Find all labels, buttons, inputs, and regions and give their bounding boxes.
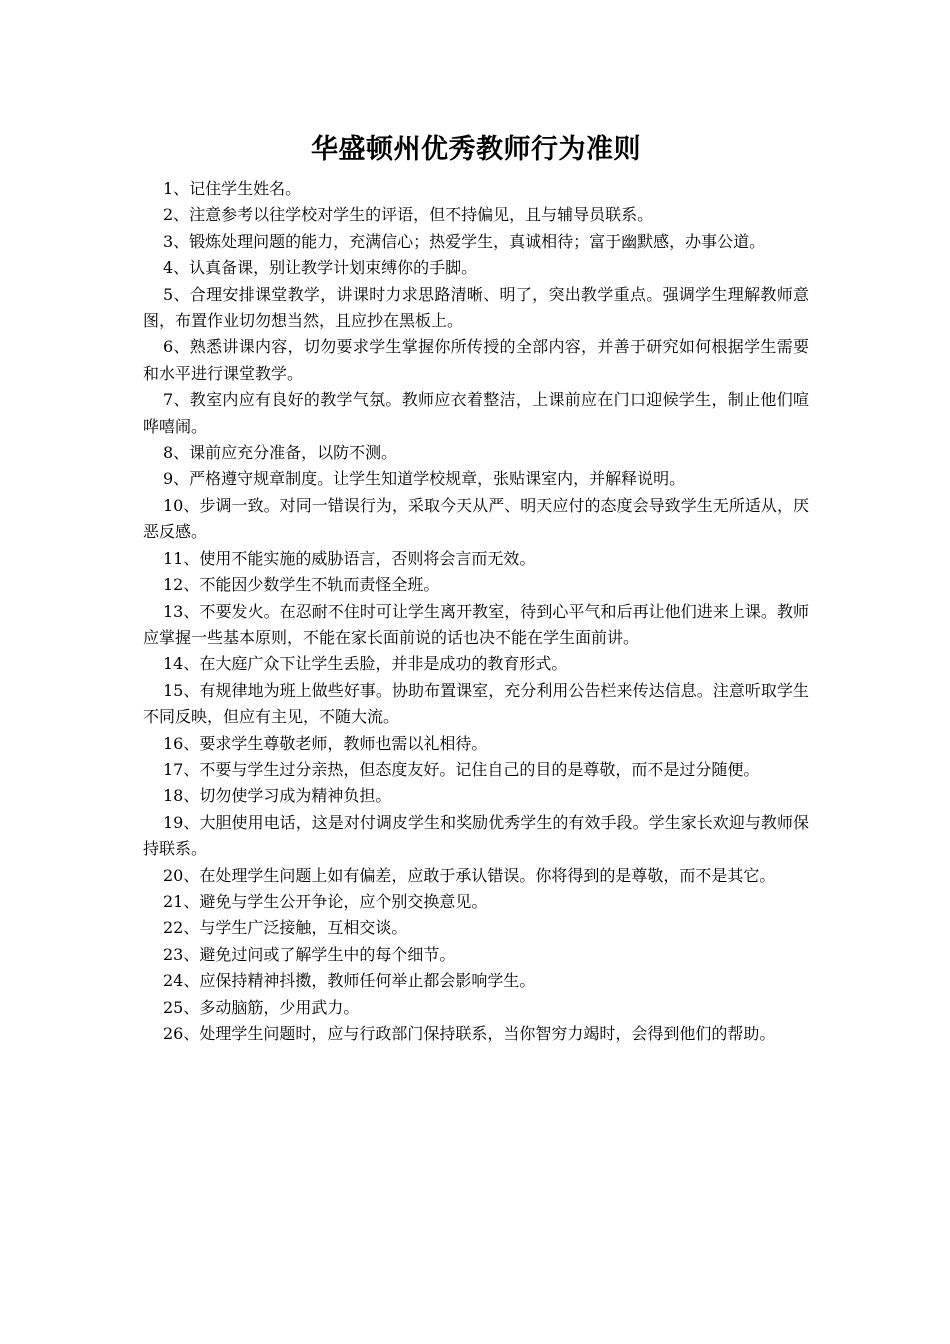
rule-item: 17、不要与学生过分亲热，但态度友好。记住自己的目的是尊敬，而不是过分随便。 (163, 759, 760, 779)
rule-item: 25、多动脑筋，少用武力。 (163, 997, 360, 1017)
rule-item: 13、不要发火。在忍耐不住时可让学生离开教室，待到心平气和后再让他们进来上课。教师应掌握一些基本原则，不能在家长面前说的话也决不能在学生面前讲。 (143, 601, 809, 647)
rule-item: 6、熟悉讲课内容，切勿要求学生掌握你所传授的全部内容，并善于研究如何根据学生需要和水平进行课堂教学。 (143, 337, 809, 383)
rule-item: 7、教室内应有良好的教学气氛。教师应衣着整洁，上课前应在门口迎候学生，制止他们喧哗嘻闹。 (143, 390, 809, 436)
rule-item: 15、有规律地为班上做些好事。协助布置课室，充分利用公告栏来传达信息。注意听取学生不同反映，但应有主见，不随大流。 (143, 680, 809, 727)
rule-item: 1、记住学生姓名。 (163, 179, 302, 198)
rule-item: 8、课前应充分准备，以防不测。 (163, 443, 398, 463)
rule-item: 26、处理学生问题时，应与行政部门保持联系，当你智穷力竭时，会得到他们的帮助。 (163, 1024, 776, 1043)
rule-item: 23、避免过问或了解学生中的每个细节。 (163, 944, 456, 964)
rule-item: 22、与学生广泛接触，互相交谈。 (163, 918, 408, 938)
document-page (143, 128, 809, 1047)
rule-item: 16、要求学生尊敬老师，教师也需以礼相待。 (163, 733, 488, 753)
rule-item: 14、在大庭广众下让学生丢脸，并非是成功的教育形式。 (163, 654, 568, 674)
rules-list (143, 176, 809, 1047)
rule-item: 19、大胆使用电话，这是对付调皮学生和奖励优秀学生的有效手段。学生家长欢迎与教师保持联系。 (143, 812, 809, 859)
rule-item: 10、步调一致。对同一错误行为，采取今天从严、明天应付的态度会导致学生无所适从，厌恶反感。 (143, 495, 809, 542)
rule-item: 3、锻炼处理问题的能力，充满信心；热爱学生，真诚相待；富于幽默感，办事公道。 (163, 231, 766, 251)
rule-item: 24、应保持精神抖擞，教师任何举止都会影响学生。 (163, 971, 536, 991)
rule-item: 2、注意参考以往学校对学生的评语，但不持偏见，且与辅导员联系。 (163, 205, 654, 225)
rule-item: 4、认真备课，别让教学计划束缚你的手脚。 (163, 258, 478, 278)
rule-item: 9、严格遵守规章制度。让学生知道学校规章，张贴课室内，并解释说明。 (163, 469, 686, 489)
rule-item: 11、使用不能实施的威胁语言，否则将会言而无效。 (163, 548, 536, 568)
rule-item: 5、合理安排课堂教学，讲课时力求思路清晰、明了，突出教学重点。强调学生理解教师意图，布置作业切勿想当然，且应抄在黑板上。 (143, 284, 809, 331)
rule-item: 18、切勿使学习成为精神负担。 (163, 786, 392, 806)
rule-item: 20、在处理学生问题上如有偏差，应敢于承认错误。你将得到的是尊敬，而不是其它。 (163, 865, 776, 885)
rule-item: 21、避免与学生公开争论，应个别交换意见。 (163, 891, 488, 911)
document-title: 华盛顿州优秀教师行为准则 (311, 134, 641, 165)
rule-item: 12、不能因少数学生不轨而责怪全班。 (163, 575, 440, 595)
